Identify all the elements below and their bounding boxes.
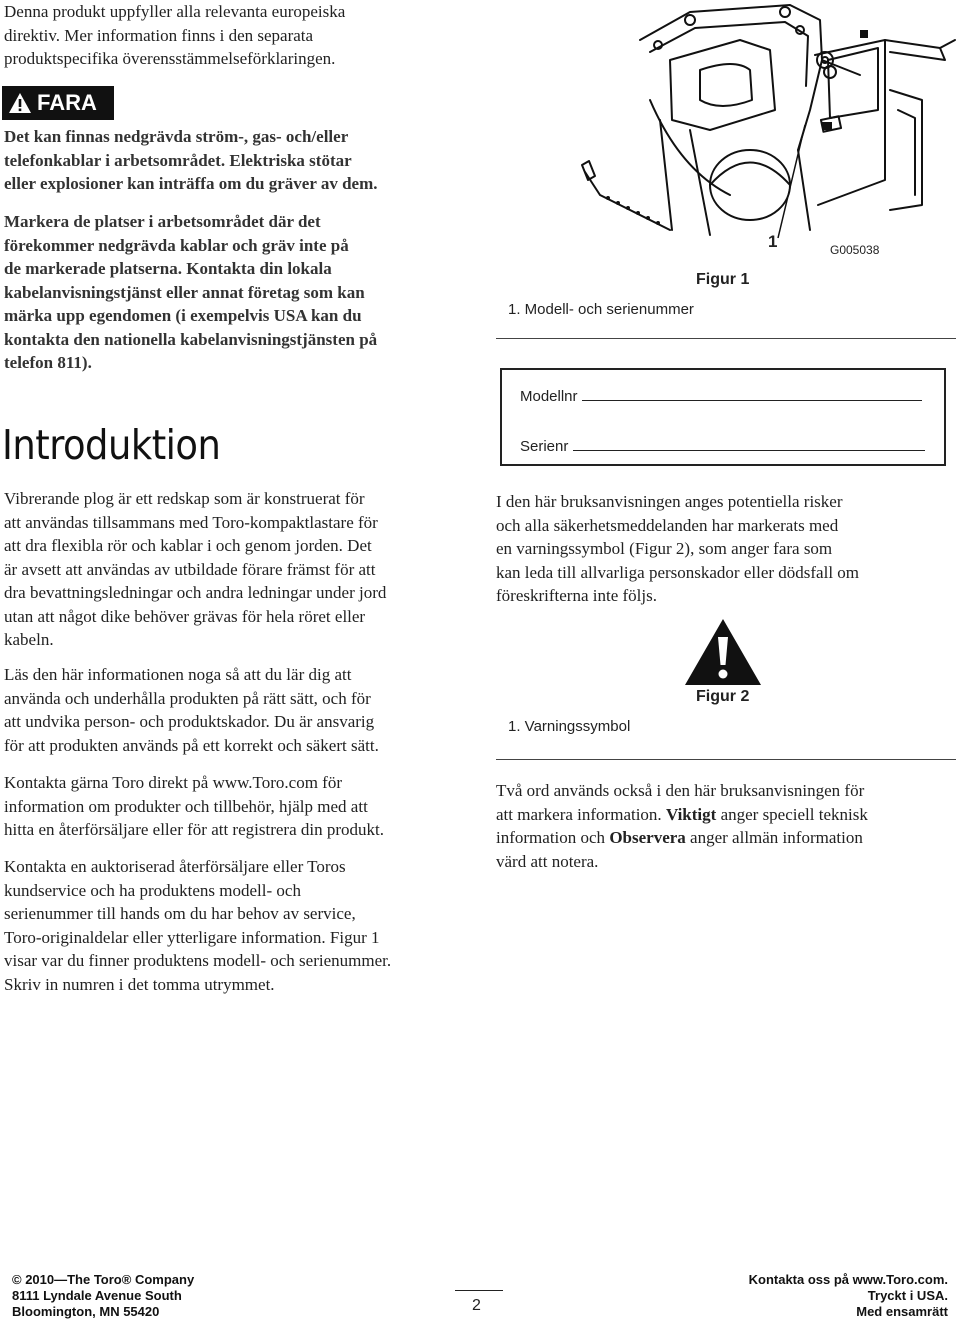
text-line: att undvika person- och produktskador. Du är ansvarig [4,712,375,731]
text-line: att dra flexibla rör och kablar i och genom jorden. Det [4,536,372,555]
footer-copyright: © 2010—The Toro® Company [12,1272,195,1287]
text-line: kan leda till allvarliga personskador eller dödsfall om [496,562,860,582]
danger-hazard-text [4,125,474,196]
text-line: föreskrifterna inte följs. [496,586,657,605]
text-line: serienummer till hands om du har behov av service, [4,904,356,923]
figure2-legend: 1. Varningssymbol [508,718,631,735]
text-line: dra bevattningsledningar och andra ledningar under jord [4,583,387,602]
danger-badge [2,86,114,120]
text-line: Vibrerande plog är ett redskap som är konstruerat för [4,489,365,508]
text-span: information och [496,828,610,847]
figure2-title: Figur 2 [696,688,750,705]
text-line: är avsett att användas av utbildade förare främst för att [4,559,376,579]
serial-number-field[interactable] [573,450,925,451]
footer-printed: Tryckt i USA. [867,1288,948,1303]
figure1-callout-number: 1 [768,232,778,251]
signal-words-paragraph [496,779,956,873]
action-line: kontakta den nationella kabelanvisningstjänsten på [4,329,378,349]
text-line: Kontakta en auktoriserad återförsäljare eller Toros [4,857,346,876]
serial-number-row [520,438,925,455]
text-line: Två ord används också i den här bruksanvisningen för [496,781,865,800]
text-span: att markera information. [496,804,666,824]
text-line: utan att något dike behöver grävas för hela röret eller [4,606,366,626]
text-line: för att produkten används på ett korrekt och säkert sätt. [4,735,379,755]
compliance-note [4,0,474,71]
danger-badge-label: FARA [37,90,97,115]
action-line: märka upp egendomen (i exempelvis USA kan du [4,306,362,325]
text-line: Skriv in numren i det tomma utrymmet. [4,974,275,994]
action-line: de markerade platserna. Kontakta din lokala [4,259,332,278]
text-line: värd att notera. [496,851,599,871]
footer-address: 8111 Lyndale Avenue South [12,1288,182,1303]
text-line [496,803,956,827]
serial-number-label: Serienr [520,438,569,455]
observera-term: Observera [609,828,686,847]
text-line: Toro-originaldelar eller ytterligare information. Figur 1 [4,927,380,947]
danger-action-text [4,210,474,375]
footer-left [12,1272,194,1320]
text-line [496,826,956,850]
safety-intro [496,490,956,608]
figure1-legend: 1. Modell- och serienummer [508,301,694,318]
text-line: Läs den här informationen noga så att du lär dig att [4,665,352,684]
text-line: visar var du finner produktens modell- och serienummer. [4,951,392,970]
intro-paragraph-2 [4,663,474,757]
footer-city: Bloomington, MN 55420 [12,1304,160,1319]
text-line: en varningssymbol (Figur 2), som anger fara som [496,539,833,558]
footer-contact: Kontakta oss på www.Toro.com. [748,1272,948,1287]
action-line: Markera de platser i arbetsområdet där det [4,212,321,231]
figure1-title: Figur 1 [696,271,750,288]
text-span: anger allmän information [685,828,863,847]
figure1-illustration [560,0,960,262]
text-line: använda och underhålla produkten på rätt sätt, och för [4,688,371,708]
warning-triangle-icon [8,92,32,114]
viktigt-term: Viktigt [665,804,717,824]
model-serial-box [500,368,946,466]
hazard-line: Det kan finnas nedgrävda ström-, gas- och/eller [4,127,349,146]
model-number-label: Modellnr [520,388,578,405]
compliance-line: direktiv. Mer information finns i den separata [4,25,314,45]
figure2-divider [496,759,956,760]
compliance-line: produktspecifika överensstämmelseförklaringen. [4,49,336,68]
intro-paragraph-1 [4,487,474,652]
footer-rights: Med ensamrätt [856,1304,948,1319]
intro-paragraph-4 [4,855,474,996]
warning-symbol-icon [683,617,763,687]
figure1-graphic-id: G005038 [830,243,880,257]
footer-right [749,1272,948,1320]
intro-paragraph-3 [4,771,474,842]
model-number-field[interactable] [582,400,922,401]
text-span: anger speciell teknisk [716,804,868,824]
figure1-divider [496,338,956,339]
text-line: att användas tillsammans med Toro-kompaktlastare för [4,512,378,532]
action-line: kabelanvisningstjänst eller annat företag som kan [4,282,365,302]
page-number: 2 [472,1297,481,1314]
compliance-line: Denna produkt uppfyller alla relevanta europeiska [4,2,346,21]
text-line: och alla säkerhetsmeddelanden har markerats med [496,515,839,535]
action-line: telefon 811). [4,353,92,372]
hazard-line: eller explosioner kan inträffa om du gräver av dem. [4,174,378,193]
footer-page-rule [455,1290,503,1291]
section-heading-introduktion: Introduktion [2,421,221,469]
text-line: Kontakta gärna Toro direkt på www.Toro.com för [4,773,342,792]
hazard-line: telefonkablar i arbetsområdet. Elektriska stötar [4,150,352,170]
text-line: hitta en återförsäljare eller för att registrera din produkt. [4,820,384,839]
model-number-row [520,388,922,405]
action-line: förekommer nedgrävda kablar och gräv inte på [4,235,349,255]
text-line: information om produkter och tillbehör, hjälp med att [4,796,368,816]
text-line: I den här bruksanvisningen anges potentiella risker [496,492,843,511]
text-line: kundservice och ha produktens modell- och [4,880,301,900]
text-line: kabeln. [4,630,54,649]
